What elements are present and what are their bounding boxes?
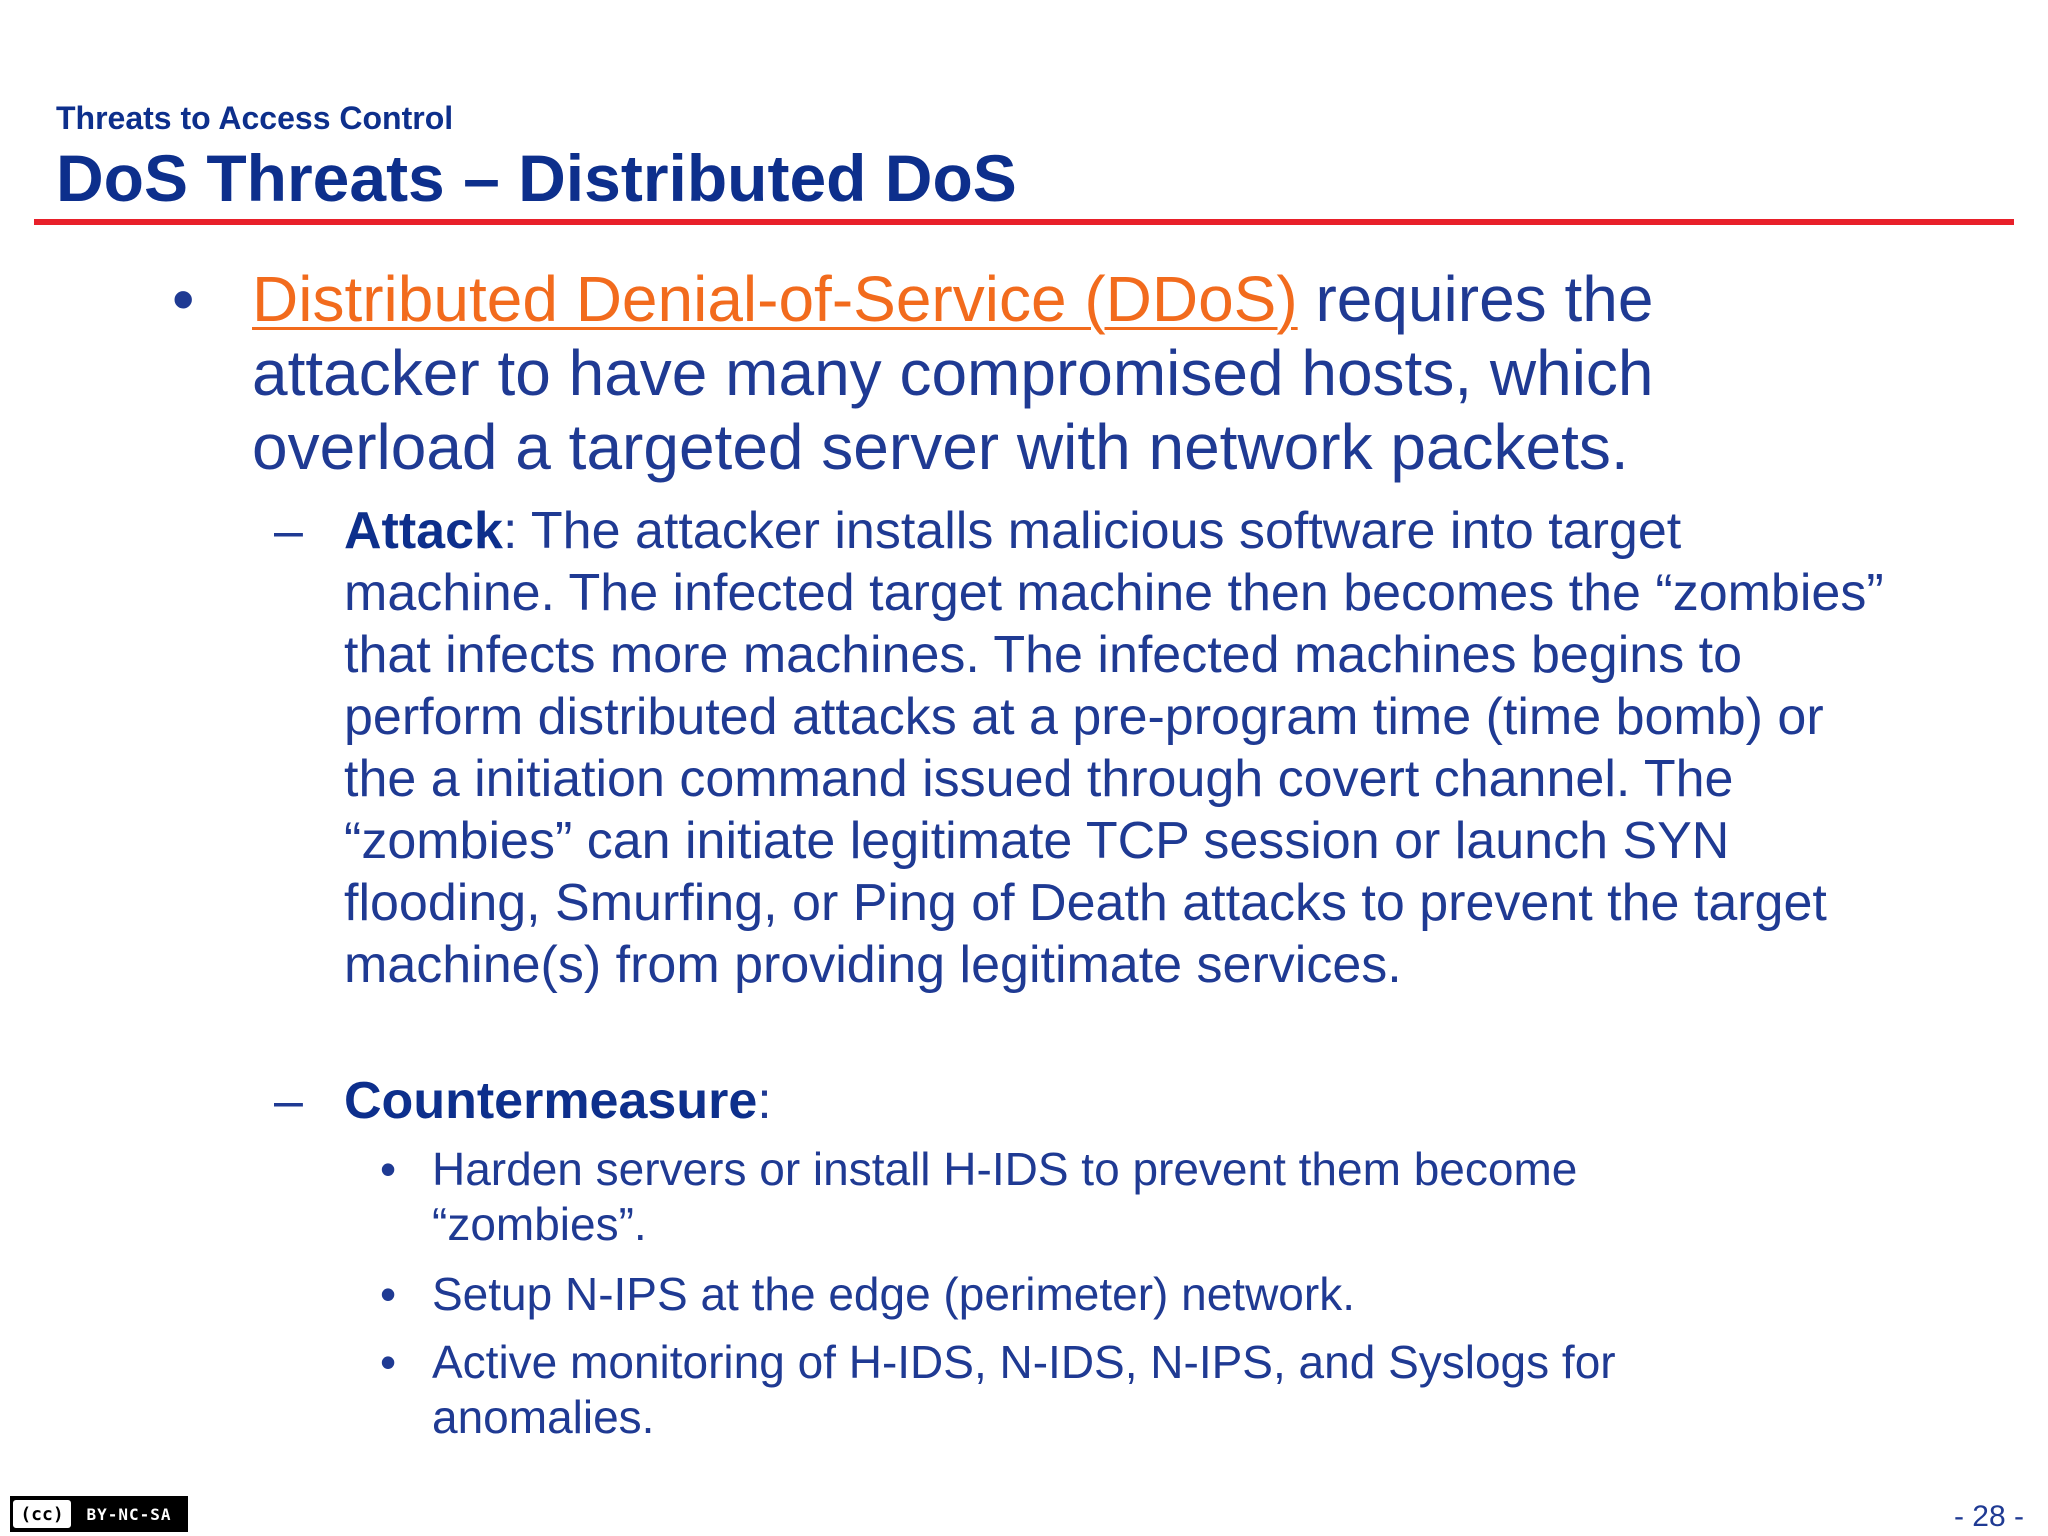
section-label: Threats to Access Control — [56, 100, 454, 136]
countermeasure-bullet-3 — [380, 1335, 1780, 1445]
attack-label: Attack — [344, 502, 503, 560]
attack-description: : The attacker installs malicious software into target machine. The infected target machine then becomes the “zombies” that infects more machines. The infected machines begins to perform distributed attacks at a pre-program time (time bomb) or the a initiation command issued through covert channel. The “zombies” can initiate legitimate TCP session or launch SYN flooding, Smurfing, or Ping of Death attacks to prevent the target machine(s) from providing legitimate services. — [344, 502, 1884, 994]
bullet-marker: • — [380, 1143, 397, 1195]
slide-title: DoS Threats – Distributed DoS — [56, 141, 1017, 215]
page-number: - 28 - — [1953, 1500, 2024, 1533]
bullet-marker: • — [380, 1268, 397, 1320]
countermeasure-bullet-text: Active monitoring of H-IDS, N-IDS, N-IPS, and Syslogs for anomalies. — [432, 1336, 1616, 1443]
countermeasure-colon: : — [757, 1072, 772, 1130]
countermeasure-bullet-text: Setup N-IPS at the edge (perimeter) network. — [432, 1268, 1355, 1320]
countermeasure-text — [344, 1070, 1894, 1132]
license-label: BY-NC-SA — [86, 1504, 172, 1524]
countermeasure-bullet-2 — [380, 1267, 1780, 1322]
countermeasure-item — [274, 1070, 1894, 1132]
ddos-link[interactable]: Distributed Denial-of-Service (DDoS) — [252, 263, 1298, 335]
bullet-marker: • — [172, 263, 195, 335]
countermeasure-bullet-text: Harden servers or install H-IDS to prevent them become “zombies”. — [432, 1143, 1578, 1250]
attack-item — [274, 500, 1894, 996]
bullet-ddos-text — [252, 262, 1792, 484]
dash-marker: – — [274, 502, 303, 560]
bullet-marker: • — [380, 1336, 397, 1388]
attack-text — [344, 500, 1894, 996]
title-divider — [34, 219, 2014, 225]
bullet-ddos — [172, 262, 1792, 484]
dash-marker: – — [274, 1072, 303, 1130]
ddos-description: requires the attacker to have many compromised hosts, which overload a targeted server with network packets. — [252, 263, 1654, 483]
countermeasure-label: Countermeasure — [344, 1072, 758, 1130]
cc-icon: (cc) — [12, 1499, 72, 1529]
creative-commons-badge[interactable] — [10, 1496, 188, 1532]
countermeasure-bullet-1 — [380, 1142, 1780, 1252]
